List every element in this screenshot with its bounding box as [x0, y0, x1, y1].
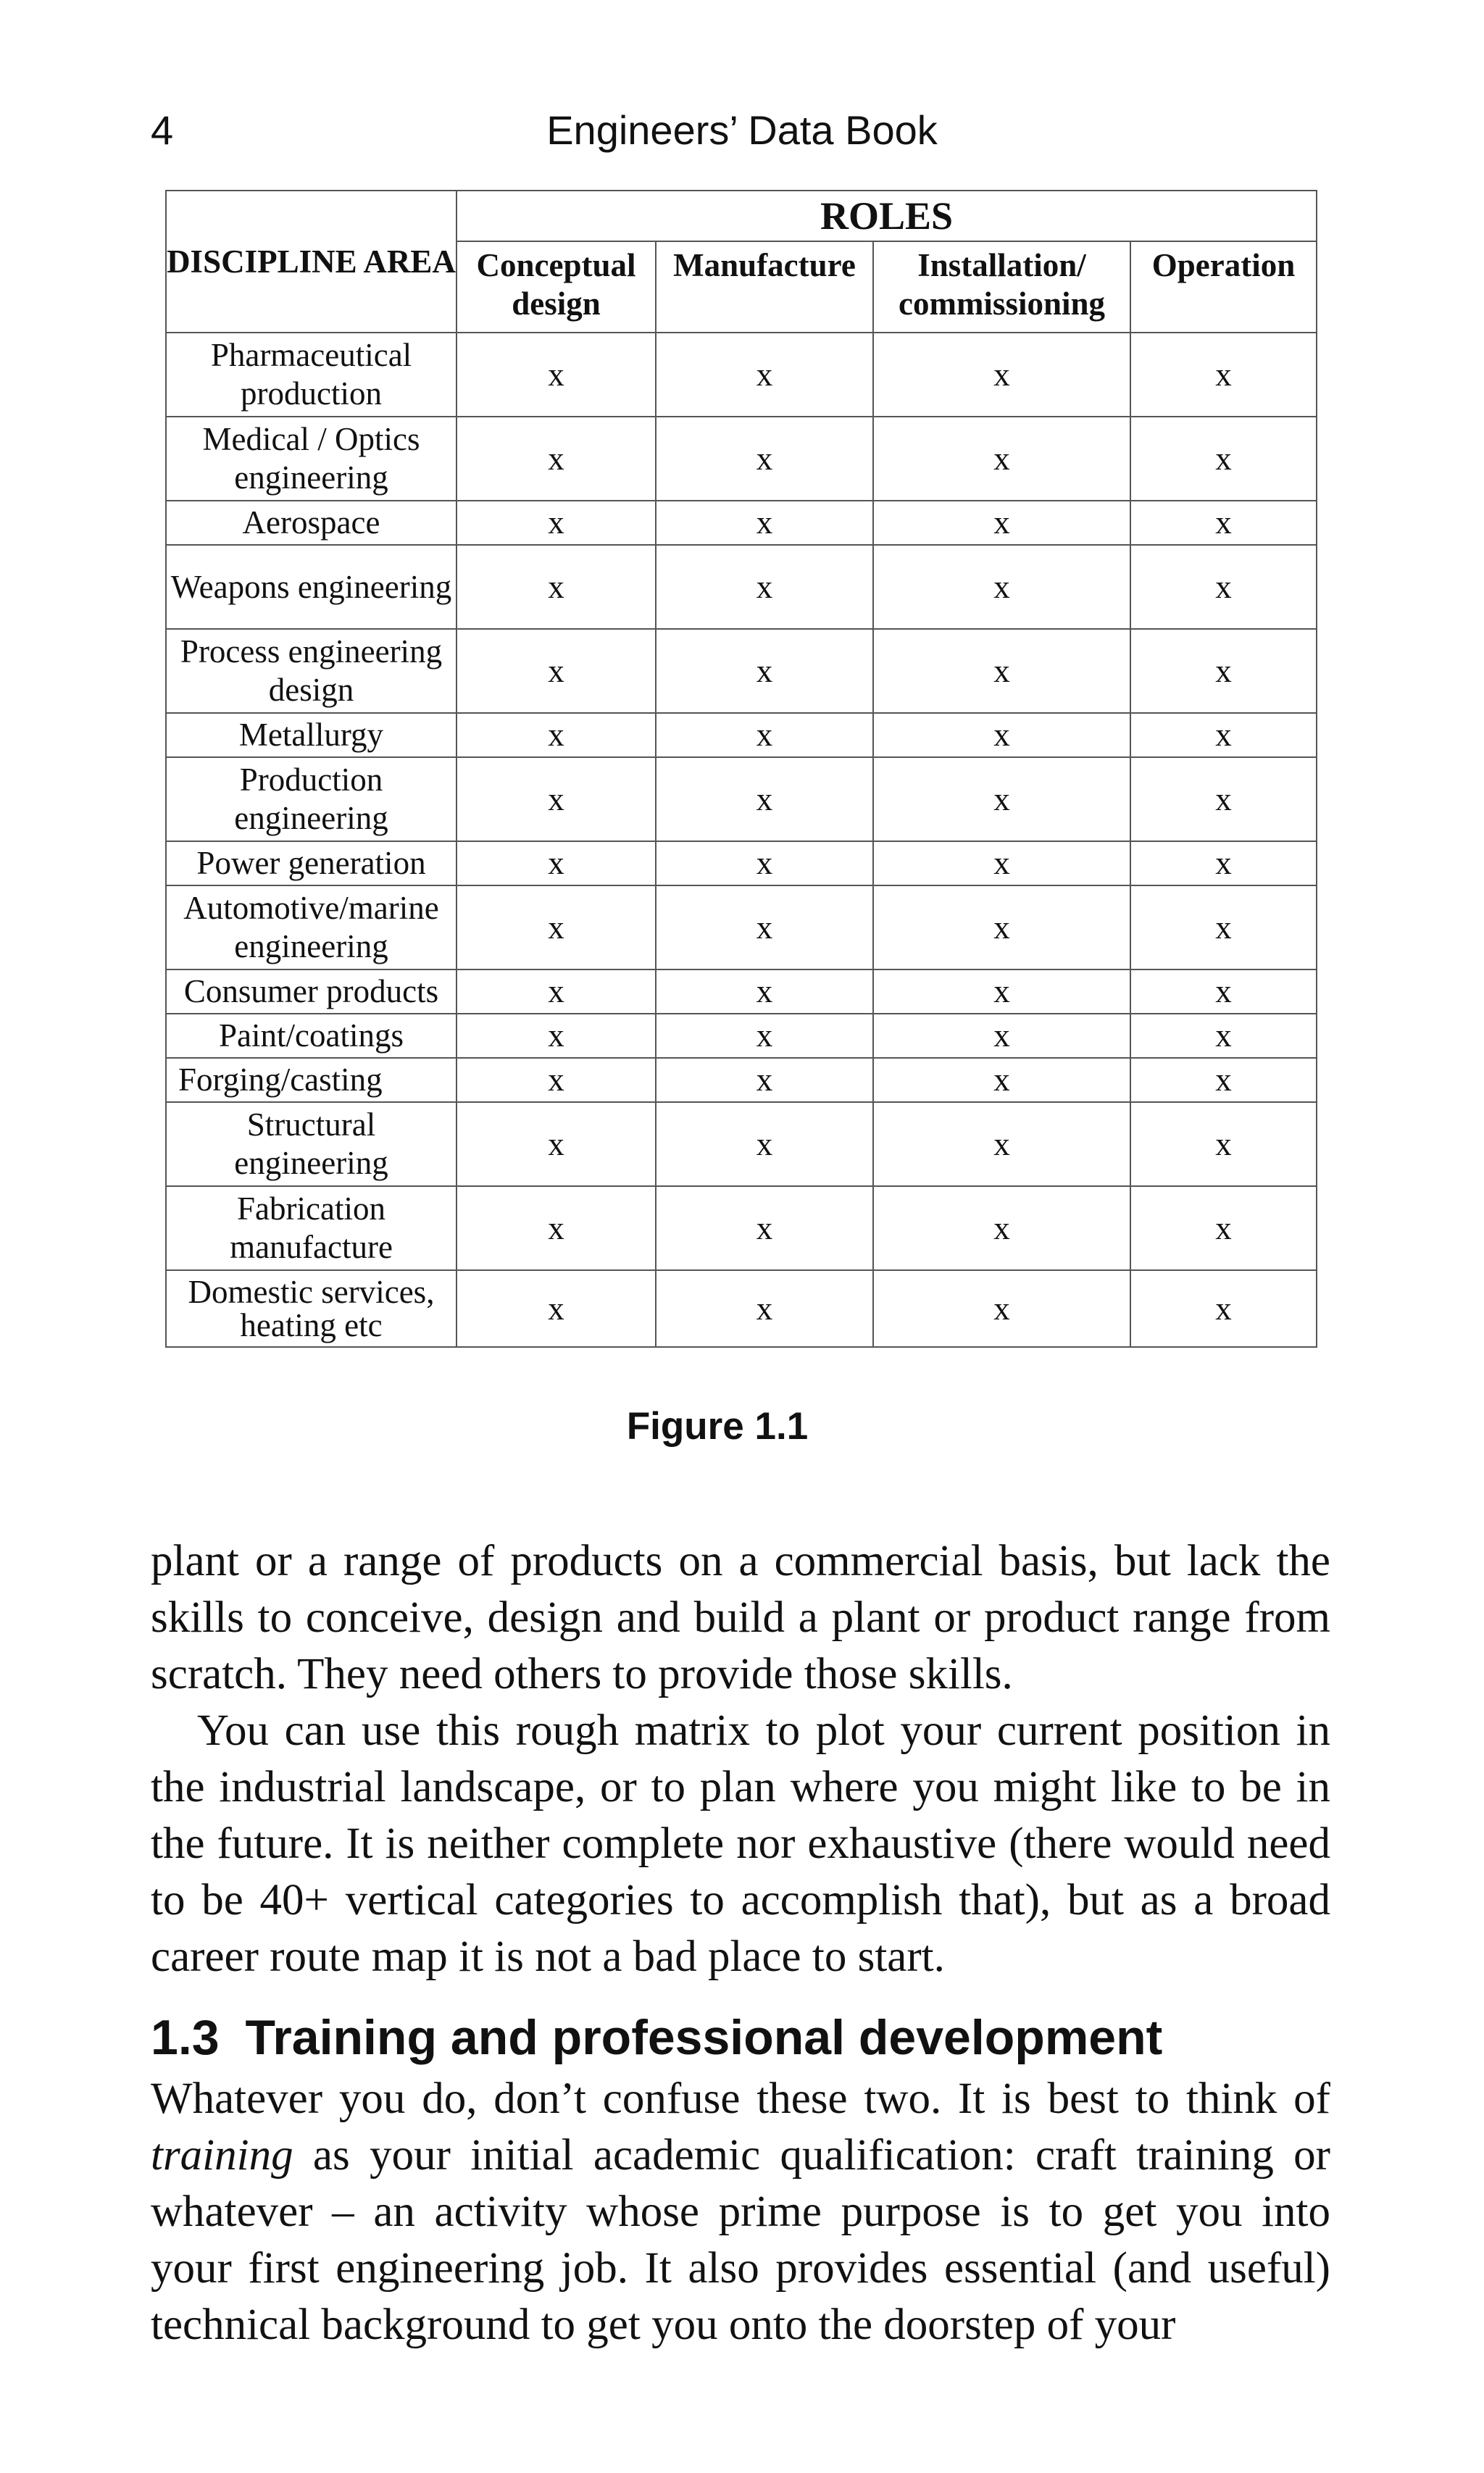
role-mark: x: [1130, 1270, 1317, 1347]
body-paragraph-3: [151, 2071, 1330, 2353]
table-row: [166, 1058, 1317, 1102]
table-row: [166, 501, 1317, 545]
role-mark: x: [1130, 1014, 1317, 1058]
body-paragraph-2: [151, 1703, 1330, 1985]
role-mark: x: [457, 629, 656, 713]
discipline-name: Forging/casting: [166, 1058, 457, 1102]
table-row: [166, 757, 1317, 841]
role-mark: x: [457, 1186, 656, 1270]
discipline-name: Paint/coatings: [166, 1014, 457, 1058]
role-mark: x: [873, 501, 1130, 545]
table-row: [166, 1102, 1317, 1186]
role-mark: x: [1130, 545, 1317, 629]
role-mark: x: [457, 713, 656, 757]
table-row: [166, 1270, 1317, 1347]
paragraph-text-end: as your initial academic qualification: craft training or whatever – an activity whose prime purpose is to get you into your first engineering job. It also provides essential (and useful) technical background to get you onto the doorstep of your: [151, 2131, 1330, 2349]
discipline-name: Medical / Optics engineering: [166, 417, 457, 501]
role-mark: x: [873, 1270, 1130, 1347]
section-title: Training and professional development: [245, 2010, 1163, 2065]
discipline-name: Fabrication manufacture: [166, 1186, 457, 1270]
role-mark: x: [1130, 417, 1317, 501]
role-mark: x: [656, 1186, 873, 1270]
role-mark: x: [656, 1270, 873, 1347]
discipline-name: Automotive/marine engineering: [166, 885, 457, 969]
body-paragraph-1: [151, 1533, 1330, 1703]
section-number: 1.3: [151, 2010, 220, 2065]
role-header-installation-commissioning: Installation/ commissioning: [873, 241, 1130, 333]
paragraph-text: You can use this rough matrix to plot your current position in the industrial landscape, or to plan where you might like to be in the future. It is neither complete nor exhaustive (there would need to be 40+ vertical categories to accomplish that), but as a broad career route map it is not a bad place to start.: [151, 1706, 1330, 1981]
role-mark: x: [1130, 629, 1317, 713]
role-mark: x: [873, 713, 1130, 757]
role-mark: x: [457, 1270, 656, 1347]
role-mark: x: [656, 885, 873, 969]
page-number: 4: [151, 107, 174, 153]
discipline-name: Consumer products: [166, 969, 457, 1014]
table-row: [166, 1186, 1317, 1270]
role-mark: x: [457, 969, 656, 1014]
role-mark: x: [457, 333, 656, 417]
role-mark: x: [457, 1102, 656, 1186]
role-mark: x: [1130, 841, 1317, 885]
role-mark: x: [656, 841, 873, 885]
role-mark: x: [656, 1058, 873, 1102]
role-mark: x: [656, 501, 873, 545]
role-mark: x: [873, 757, 1130, 841]
role-mark: x: [457, 757, 656, 841]
table-row: [166, 713, 1317, 757]
discipline-name: Process engineering design: [166, 629, 457, 713]
role-header-manufacture: Manufacture: [656, 241, 873, 333]
role-mark: x: [656, 333, 873, 417]
role-mark: x: [873, 841, 1130, 885]
role-mark: x: [873, 1102, 1130, 1186]
figure-caption: Figure 1.1: [626, 1405, 809, 1448]
role-mark: x: [873, 885, 1130, 969]
role-mark: x: [656, 629, 873, 713]
role-mark: x: [457, 885, 656, 969]
discipline-name: Weapons engineering: [166, 545, 457, 629]
role-mark: x: [457, 1014, 656, 1058]
role-mark: x: [1130, 757, 1317, 841]
role-mark: x: [457, 1058, 656, 1102]
discipline-name: Power generation: [166, 841, 457, 885]
role-mark: x: [656, 757, 873, 841]
role-mark: x: [1130, 1058, 1317, 1102]
paragraph-text-start: Whatever you do, don’t confuse these two. It is best to think of: [151, 2074, 1330, 2123]
role-mark: x: [873, 1058, 1130, 1102]
table-row: [166, 1014, 1317, 1058]
table-row: [166, 333, 1317, 417]
roles-header: ROLES: [457, 191, 1317, 241]
role-mark: x: [1130, 885, 1317, 969]
discipline-name: Pharmaceutical production: [166, 333, 457, 417]
role-mark: x: [873, 417, 1130, 501]
role-mark: x: [656, 1102, 873, 1186]
role-mark: x: [1130, 713, 1317, 757]
table-row: [166, 969, 1317, 1014]
table-row: [166, 885, 1317, 969]
discipline-area-header: DISCIPLINE AREA: [166, 191, 457, 333]
role-mark: x: [1130, 969, 1317, 1014]
paragraph-text: [151, 2071, 1330, 2353]
role-mark: x: [873, 1186, 1130, 1270]
emphasized-term: training: [151, 2131, 293, 2180]
role-mark: x: [656, 417, 873, 501]
role-header-operation: Operation: [1130, 241, 1317, 333]
role-header-conceptual-design: Conceptual design: [457, 241, 656, 333]
role-mark: x: [873, 969, 1130, 1014]
role-mark: x: [873, 333, 1130, 417]
discipline-name: Aerospace: [166, 501, 457, 545]
role-mark: x: [457, 501, 656, 545]
table-row: [166, 545, 1317, 629]
role-mark: x: [656, 545, 873, 629]
role-mark: x: [873, 1014, 1130, 1058]
role-mark: x: [873, 545, 1130, 629]
role-mark: x: [1130, 333, 1317, 417]
table-row: [166, 629, 1317, 713]
role-mark: x: [656, 713, 873, 757]
discipline-name: Production engineering: [166, 757, 457, 841]
paragraph-text: plant or a range of products on a commercial basis, but lack the skills to conceive, design and build a plant or product range from scratch. They need others to provide those skills.: [151, 1537, 1330, 1698]
role-mark: x: [457, 417, 656, 501]
discipline-name: Domestic services, heating etc: [166, 1270, 457, 1347]
role-mark: x: [873, 629, 1130, 713]
role-mark: x: [1130, 1102, 1317, 1186]
role-mark: x: [457, 841, 656, 885]
role-mark: x: [656, 969, 873, 1014]
table-row: [166, 841, 1317, 885]
role-mark: x: [656, 1014, 873, 1058]
discipline-name: Structural engineering: [166, 1102, 457, 1186]
discipline-name: Metallurgy: [166, 713, 457, 757]
role-mark: x: [1130, 501, 1317, 545]
discipline-role-matrix: [165, 190, 1317, 1348]
role-mark: x: [457, 545, 656, 629]
running-title: Engineers’ Data Book: [546, 107, 938, 153]
section-heading: [151, 2010, 1163, 2065]
role-mark: x: [1130, 1186, 1317, 1270]
table-row: [166, 417, 1317, 501]
